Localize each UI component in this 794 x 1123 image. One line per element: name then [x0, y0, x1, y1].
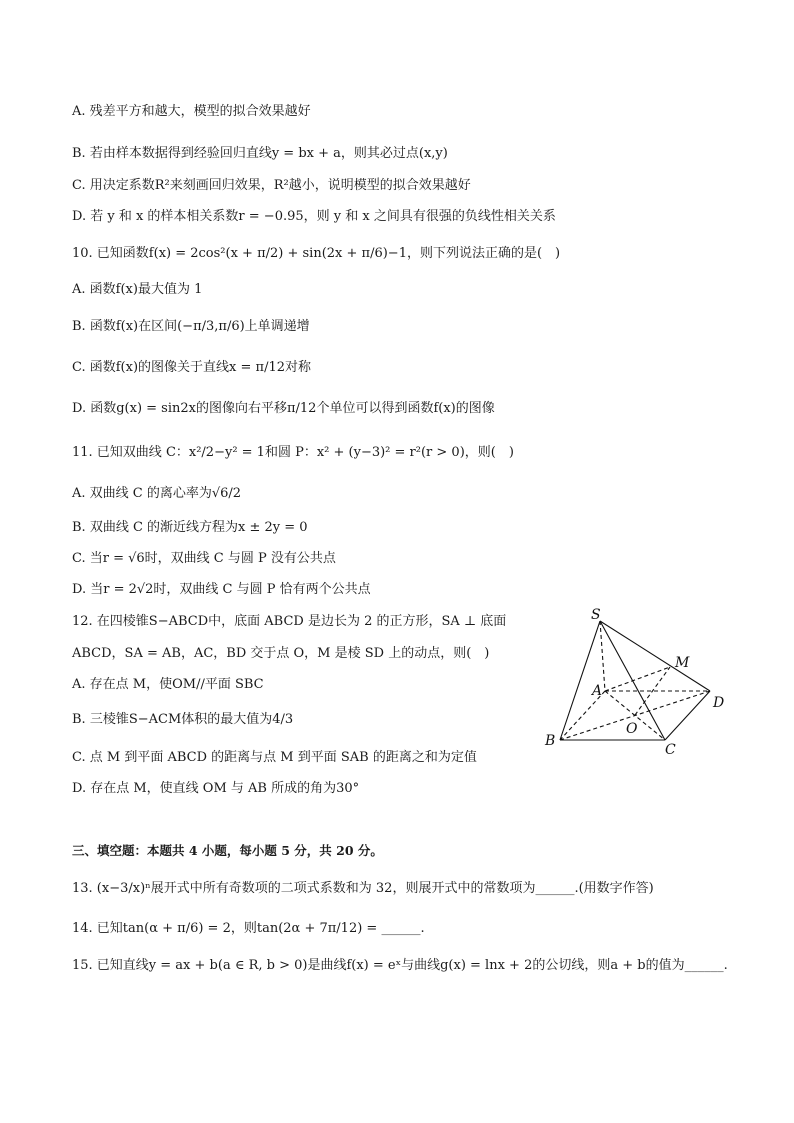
- q13: 13. (x−3/x)ⁿ展开式中所有奇数项的二项式系数和为 32，则展开式中的常数项为______.(用数字作答): [72, 881, 654, 896]
- q10-option-d: D. 函数g(x) = sin2x的图像向右平移π/12个单位可以得到函数f(x)的图像: [72, 401, 495, 416]
- q9-option-c: C. 用决定系数R²来刻画回归效果，R²越小，说明模型的拟合效果越好: [72, 178, 471, 193]
- label-m: M: [675, 655, 690, 671]
- q12-option-c: C. 点 M 到平面 ABCD 的距离与点 M 到平面 SAB 的距离之和为定值: [72, 750, 477, 765]
- edge-sa: [600, 621, 605, 691]
- label-b: B: [545, 733, 556, 749]
- label-a: A: [592, 683, 603, 699]
- edge-sd: [600, 621, 710, 691]
- q10-option-c: C. 函数f(x)的图像关于直线x = π/12对称: [72, 360, 311, 375]
- q9-option-d: D. 若 y 和 x 的样本相关系数r = −0.95，则 y 和 x 之间具有很强的负线性相关关系: [72, 209, 556, 224]
- q14: 14. 已知tan(α + π/6) = 2，则tan(2α + 7π/12) = ______.: [72, 921, 425, 936]
- label-o: O: [626, 721, 638, 737]
- section-3-heading: 三、填空题：本题共 4 小题，每小题 5 分，共 20 分。: [72, 843, 383, 858]
- segment-am: [605, 667, 670, 691]
- q11-option-d: D. 当r = 2√2时，双曲线 C 与圆 P 恰有两个公共点: [72, 582, 371, 597]
- pyramid-figure: [535, 605, 735, 755]
- q9-option-b: B. 若由样本数据得到经验回归直线y = bx + a，则其必过点(x,y): [72, 146, 448, 161]
- q11-option-a: A. 双曲线 C 的离心率为√6/2: [72, 486, 242, 501]
- label-s: S: [591, 607, 601, 623]
- label-d: D: [713, 695, 725, 711]
- edge-sb: [560, 621, 603, 740]
- q12-option-a: A. 存在点 M，使OM//平面 SBC: [72, 677, 264, 692]
- q9-option-a: A. 残差平方和越大，模型的拟合效果越好: [72, 104, 311, 119]
- q11-option-b: B. 双曲线 C 的渐近线方程为x ± 2y = 0: [72, 520, 308, 535]
- label-c: C: [665, 742, 676, 755]
- q11-option-c: C. 当r = √6时，双曲线 C 与圆 P 没有公共点: [72, 551, 336, 566]
- q11-stem: 11. 已知双曲线 C：x²/2−y² = 1和圆 P：x² + (y−3)² = r²(r > 0)，则( ): [72, 445, 514, 460]
- q10-stem: 10. 已知函数f(x) = 2cos²(x + π/2) + sin(2x + π/6)−1，则下列说法正确的是( ): [72, 246, 561, 261]
- q12-option-d: D. 存在点 M，使直线 OM 与 AB 所成的角为30°: [72, 781, 360, 796]
- q12-stem-line1: 12. 在四棱锥S−ABCD中，底面 ABCD 是边长为 2 的正方形，SA ⊥ 底面: [72, 614, 507, 629]
- q15: 15. 已知直线y = ax + b(a ∈ R, b > 0)是曲线f(x) = eˣ与曲线g(x) = lnx + 2的公切线，则a + b的值为______.: [72, 958, 728, 973]
- q12-stem-line2: ABCD，SA = AB，AC，BD 交于点 O，M 是棱 SD 上的动点，则( ): [72, 646, 490, 661]
- q10-option-a: A. 函数f(x)最大值为 1: [72, 282, 203, 297]
- q10-option-b: B. 函数f(x)在区间(−π/3,π/6)上单调递增: [72, 319, 310, 334]
- q12-option-b: B. 三棱锥S−ACM体积的最大值为4/3: [72, 712, 294, 727]
